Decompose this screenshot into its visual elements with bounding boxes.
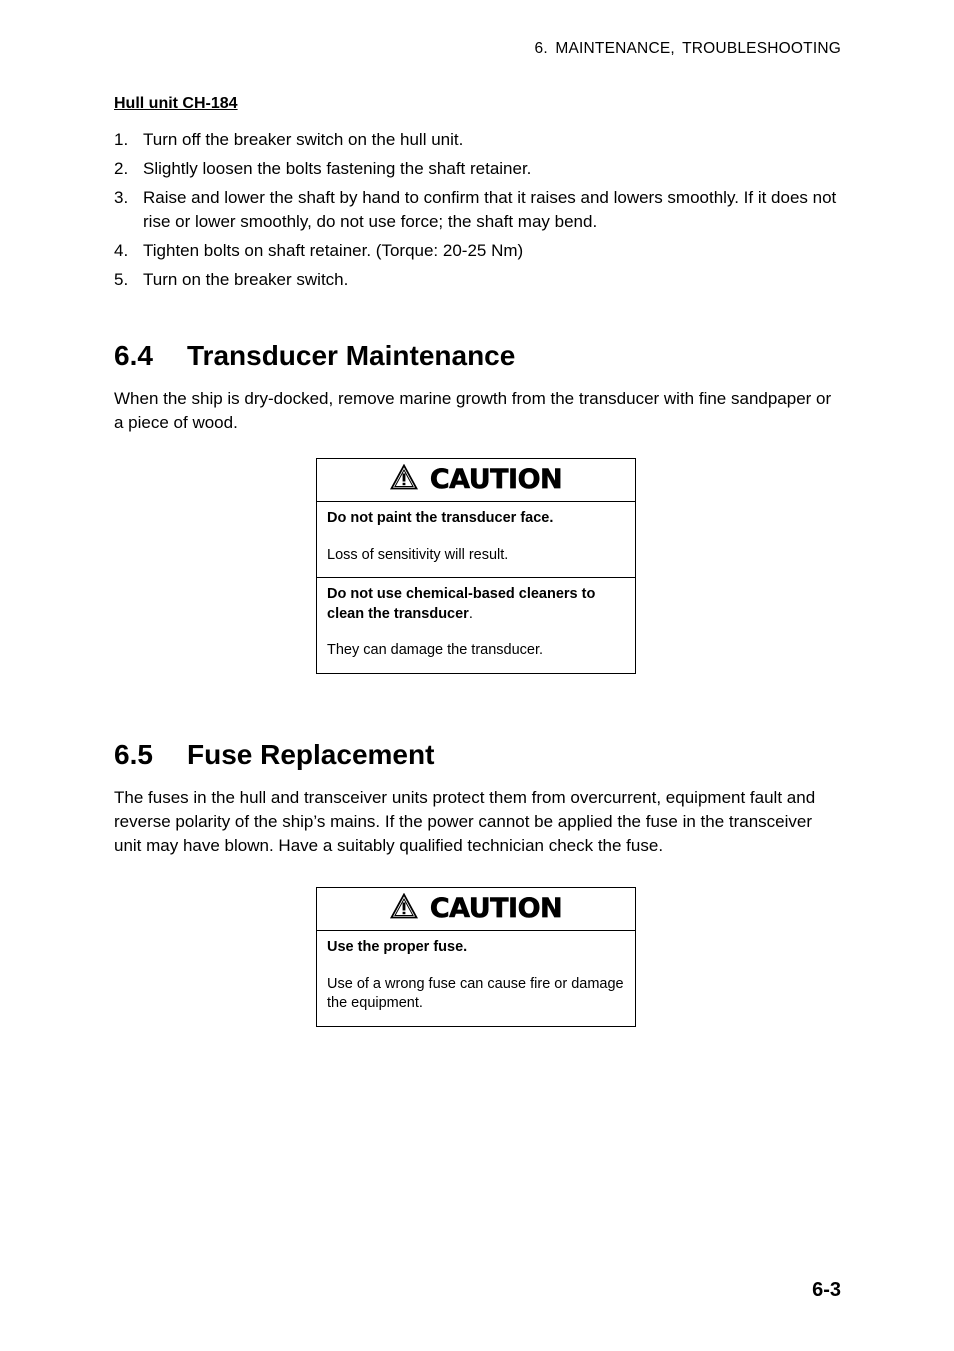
hull-unit-subheading: Hull unit CH-184 [114, 95, 238, 112]
step-text: Tighten bolts on shaft retainer. (Torque: 20-25 Nm) [143, 241, 524, 260]
caution-consequence: They can damage the transducer. [327, 642, 544, 658]
step-number: 1. [114, 130, 129, 149]
caution-header [317, 888, 635, 931]
list-item [114, 268, 840, 292]
section-title: Fuse Replacement [187, 739, 435, 770]
step-number: 4. [114, 241, 129, 260]
list-item [114, 128, 840, 152]
step-number: 2. [114, 159, 129, 178]
caution-header [317, 459, 635, 502]
section-title: Transducer Maintenance [187, 340, 516, 371]
section-6-4-body: When the ship is dry-docked, remove marine growth from the transducer with fine sandpaper or a piece of wood. [114, 389, 832, 432]
caution-box-transducer [316, 458, 636, 674]
list-item [114, 186, 840, 234]
step-text: Slightly loosen the bolts fastening the shaft retainer. [143, 159, 532, 178]
step-text: Raise and lower the shaft by hand to confirm that it raises and lowers smoothly. If it does not rise or lower smoothly, do not use force; the shaft may bend. [143, 188, 837, 231]
section-6-5-heading [114, 739, 434, 771]
section-6-5-body: The fuses in the hull and transceiver units protect them from overcurrent, equipment fault and reverse polarity of the ship’s mains. If the power cannot be applied the fuse in the transceiver unit may have blown. Have a suitably qualified technician check the fuse. [114, 788, 816, 855]
caution-consequence: Loss of sensitivity will result. [327, 546, 509, 563]
step-text: Turn off the breaker switch on the hull unit. [143, 130, 464, 149]
caution-statement: Do not use chemical-based cleaners to clean the transducer. [327, 586, 596, 622]
section-number: 6.4 [114, 340, 153, 371]
running-header: 6. MAINTENANCE, TROUBLESHOOTING [534, 40, 841, 57]
step-text: Turn on the breaker switch. [143, 270, 349, 289]
step-number: 3. [114, 188, 129, 207]
section-number: 6.5 [114, 739, 153, 770]
caution-consequence: Use of a wrong fuse can cause fire or damage the equipment. [327, 975, 624, 1011]
caution-label: CAUTION [429, 464, 563, 496]
warning-triangle-icon [390, 893, 418, 926]
caution-statement: Do not paint the transducer face. [327, 510, 554, 526]
page-number: 6-3 [812, 1279, 841, 1301]
caution-box-fuse [316, 887, 636, 1027]
caution-item [317, 931, 635, 1026]
hull-unit-steps [114, 128, 840, 297]
caution-item [317, 502, 635, 577]
caution-label: CAUTION [429, 893, 563, 925]
section-6-4-heading [114, 340, 515, 372]
caution-item [317, 577, 635, 673]
caution-statement: Use the proper fuse. [327, 939, 468, 955]
list-item [114, 239, 840, 263]
warning-triangle-icon [390, 464, 418, 497]
step-number: 5. [114, 270, 129, 289]
list-item [114, 157, 840, 181]
